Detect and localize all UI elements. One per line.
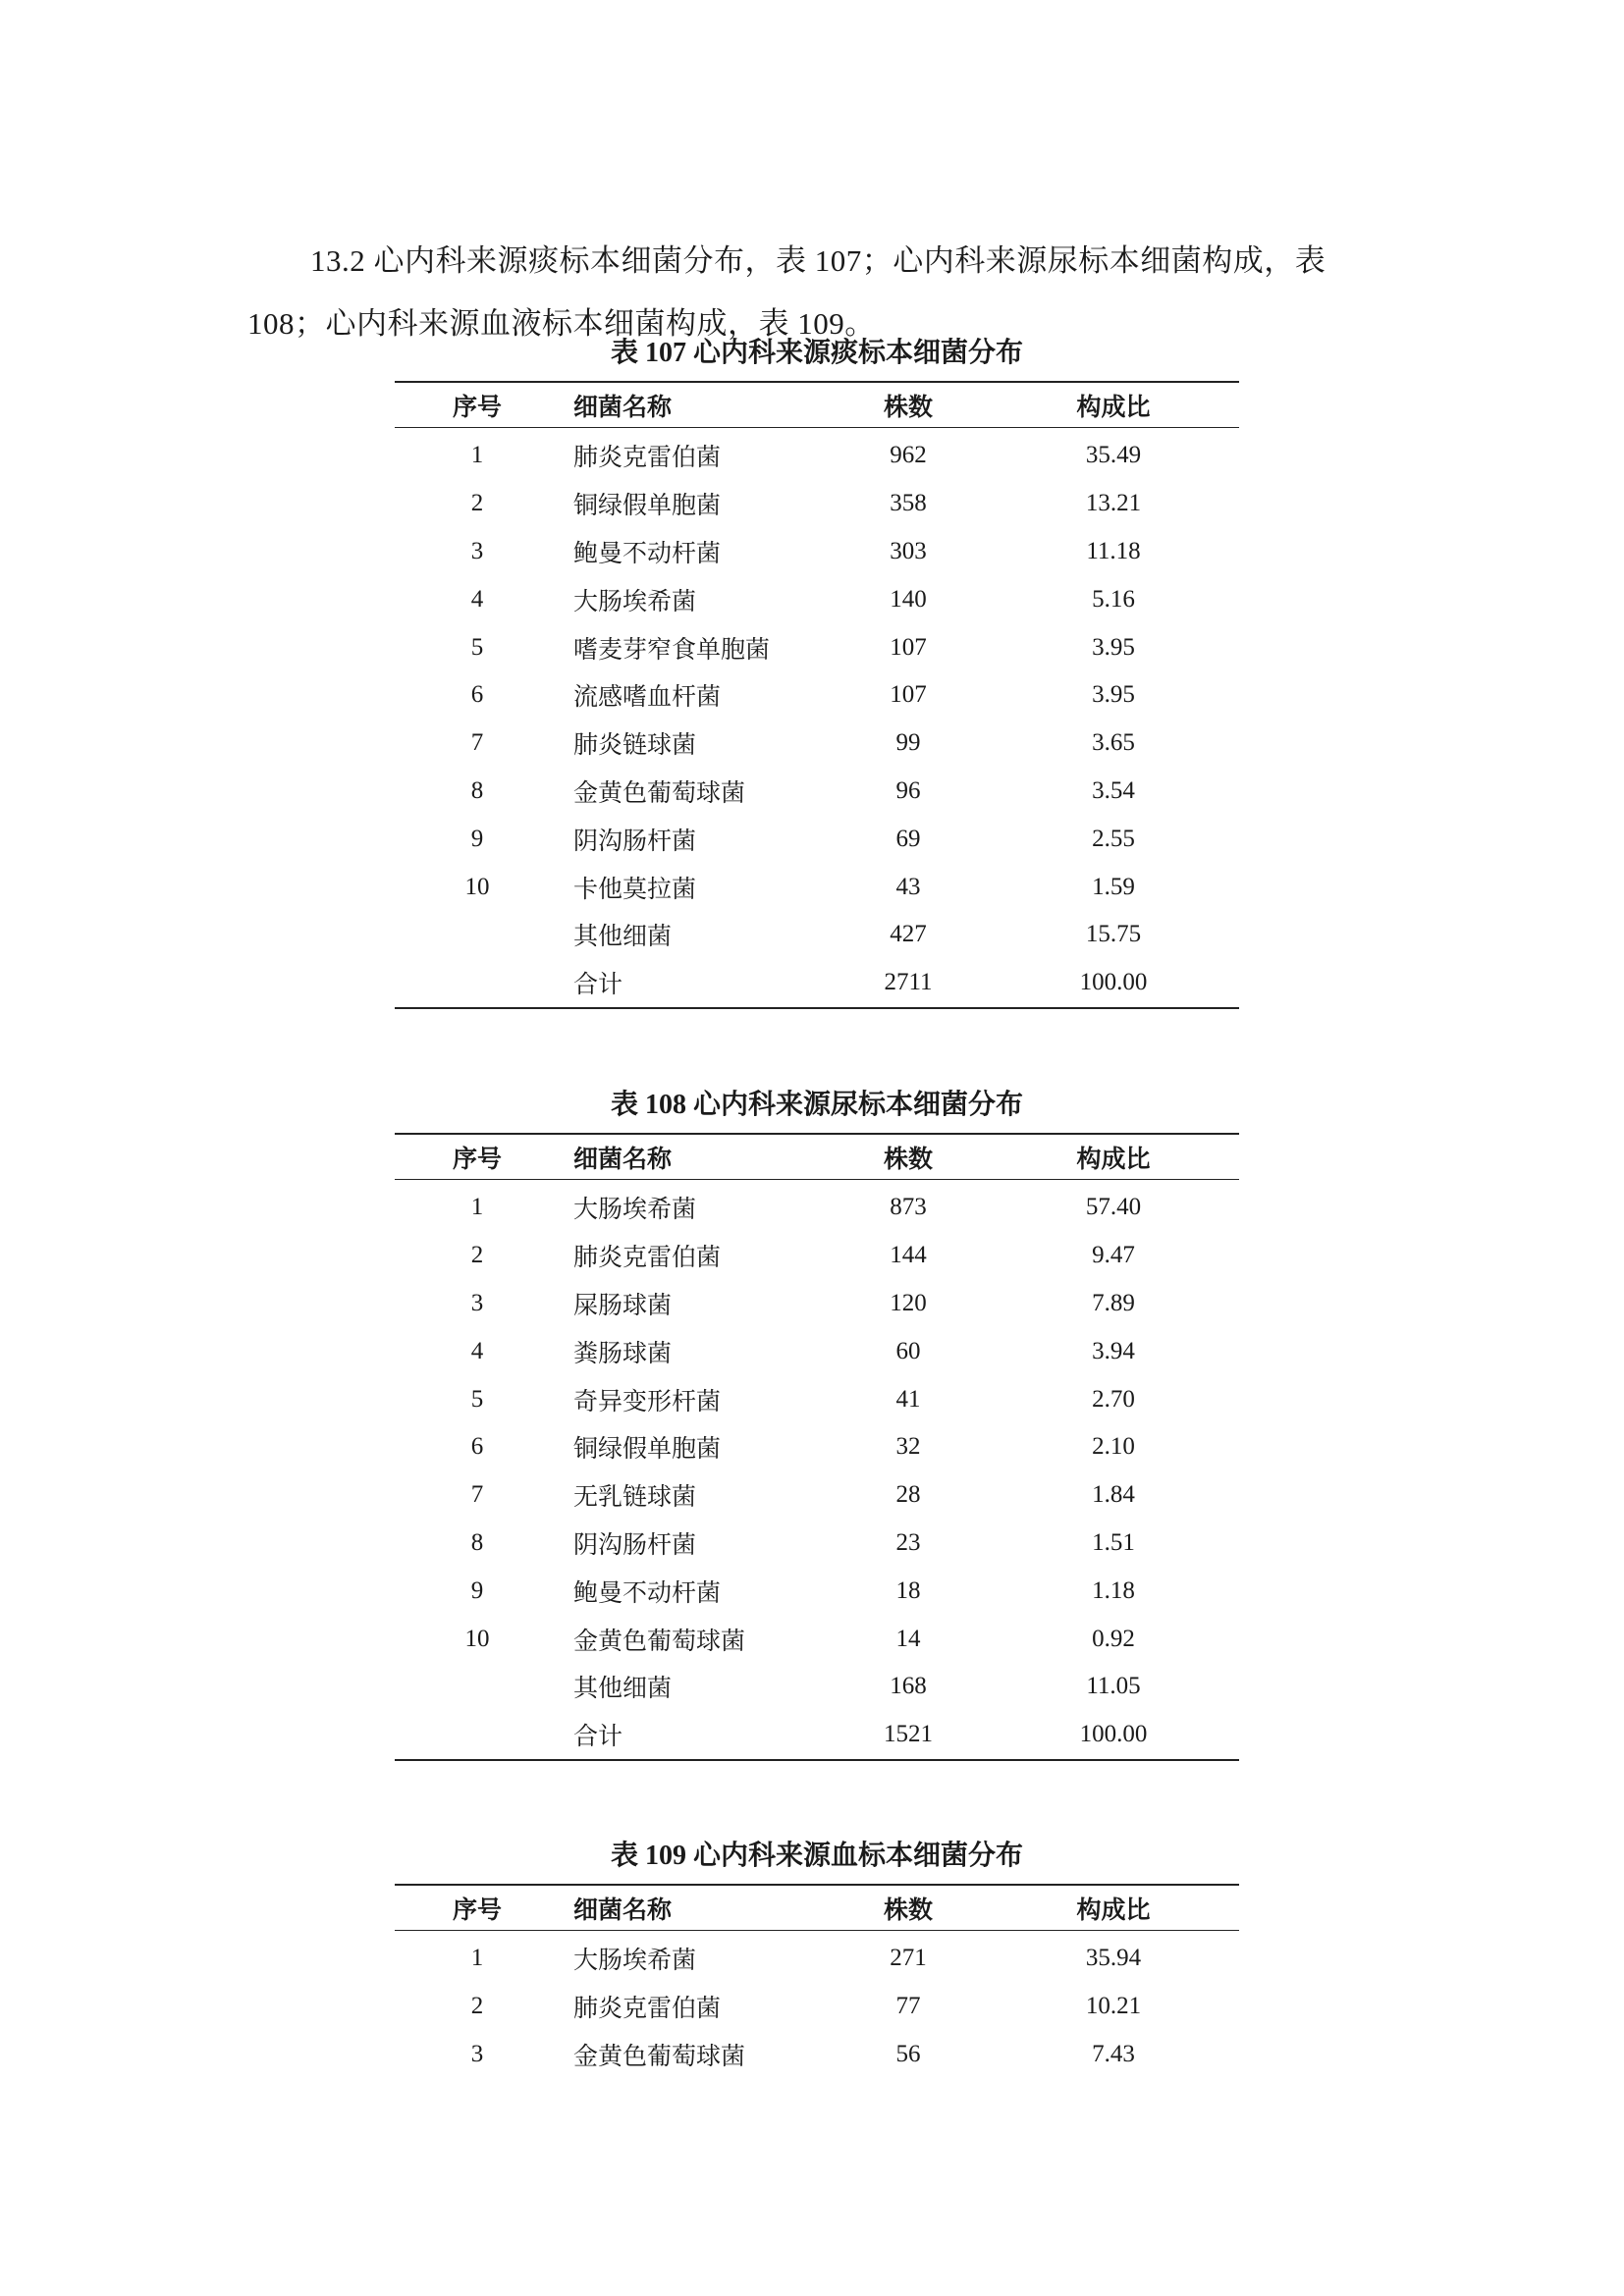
row-name: 合计	[560, 959, 829, 1008]
header-ratio: 构成比	[1076, 394, 1151, 421]
table-row	[395, 1983, 1239, 2031]
row-ratio: 15.75	[1085, 921, 1142, 948]
row-name: 肺炎链球菌	[573, 732, 697, 760]
table-row	[395, 911, 1239, 959]
table-header-row	[395, 1134, 1239, 1180]
row-name: 卡他莫拉菌	[573, 876, 697, 903]
row-no	[395, 1663, 560, 1711]
row-name: 屎肠球菌	[573, 1292, 673, 1319]
row-no: 2	[470, 490, 484, 517]
row-ratio: 5.16	[1092, 585, 1135, 613]
row-no	[395, 1711, 560, 1760]
row-count: 1521	[829, 1711, 988, 1760]
header-ratio: 构成比	[1076, 1146, 1151, 1173]
table-row	[395, 671, 1239, 720]
header-ratio: 构成比	[1076, 1896, 1151, 1924]
row-ratio: 2.10	[1092, 1433, 1135, 1461]
table-row	[395, 1931, 1239, 1983]
row-count: 28	[895, 1481, 921, 1509]
row-name: 肺炎克雷伯菌	[573, 1996, 722, 2023]
row-count: 23	[895, 1528, 921, 1556]
row-name: 其他细菌	[573, 1676, 673, 1703]
row-count: 77	[895, 1993, 921, 2020]
header-no: 序号	[452, 394, 502, 421]
table-row	[395, 720, 1239, 768]
table-row	[395, 1327, 1239, 1375]
row-count: 144	[890, 1242, 927, 1269]
table-row	[395, 1471, 1239, 1520]
table-header-row	[395, 1885, 1239, 1931]
row-no: 9	[470, 825, 484, 852]
row-name: 铜绿假单胞菌	[573, 1436, 722, 1464]
table-107-block	[395, 334, 1239, 1009]
row-ratio: 3.54	[1092, 776, 1135, 804]
row-no	[395, 959, 560, 1008]
row-name: 粪肠球菌	[573, 1340, 673, 1367]
row-name: 流感嗜血杆菌	[573, 684, 722, 712]
row-count: 69	[895, 825, 921, 852]
table-header-row	[395, 382, 1239, 428]
row-name: 金黄色葡萄球菌	[573, 1628, 746, 1655]
row-no: 4	[470, 1337, 484, 1364]
header-count: 株数	[883, 394, 933, 421]
row-ratio: 0.92	[1092, 1625, 1135, 1652]
table-row	[395, 863, 1239, 911]
row-count: 2711	[829, 959, 988, 1008]
table-row	[395, 1423, 1239, 1471]
row-ratio: 3.95	[1092, 681, 1135, 709]
row-count: 140	[890, 585, 927, 613]
table-row	[395, 528, 1239, 576]
table-107	[395, 381, 1239, 1009]
row-count: 120	[890, 1289, 927, 1316]
table-109-block	[395, 1837, 1239, 2078]
table-row	[395, 428, 1239, 480]
row-no: 2	[470, 1993, 484, 2020]
header-name: 细菌名称	[573, 394, 673, 421]
row-ratio: 57.40	[1085, 1194, 1142, 1221]
table-row	[395, 575, 1239, 623]
header-name: 细菌名称	[573, 1896, 673, 1924]
row-ratio: 100.00	[988, 1711, 1239, 1760]
row-ratio: 1.59	[1092, 873, 1135, 900]
row-name: 嗜麦芽窄食单胞菌	[573, 636, 771, 664]
table-row	[395, 1280, 1239, 1328]
row-no: 3	[470, 537, 484, 564]
row-no: 3	[470, 1289, 484, 1316]
row-count: 107	[890, 633, 927, 661]
row-name: 大肠埃希菌	[573, 1948, 697, 1975]
row-ratio: 1.18	[1092, 1576, 1135, 1604]
row-no: 10	[464, 1625, 490, 1652]
table-row	[395, 1711, 1239, 1760]
table-row	[395, 1232, 1239, 1280]
row-no: 1	[470, 442, 484, 469]
row-ratio: 2.55	[1092, 825, 1135, 852]
row-no: 6	[470, 1433, 484, 1461]
intro-paragraph: 13.2 心内科来源痰标本细菌分布，表 107；心内科来源尿标本细菌构成，表 108；心内科来源血液标本细菌构成，表 109。	[247, 243, 1326, 341]
row-no: 5	[470, 1385, 484, 1413]
table-row	[395, 959, 1239, 1008]
header-count: 株数	[883, 1896, 933, 1924]
table-109	[395, 1884, 1239, 2078]
table-row	[395, 1663, 1239, 1711]
row-name: 大肠埃希菌	[573, 1197, 697, 1224]
row-name: 肺炎克雷伯菌	[573, 445, 722, 472]
row-ratio: 3.95	[1092, 633, 1135, 661]
table-row	[395, 480, 1239, 528]
header-count: 株数	[883, 1146, 933, 1173]
header-name: 细菌名称	[573, 1146, 673, 1173]
table-109-title: 表 109 心内科来源血标本细菌分布	[610, 1841, 1023, 1871]
row-ratio: 2.70	[1092, 1385, 1135, 1413]
table-108-block	[395, 1086, 1239, 1761]
row-name: 无乳链球菌	[573, 1484, 697, 1512]
row-ratio: 7.43	[1092, 2040, 1135, 2067]
table-row	[395, 1615, 1239, 1663]
row-count: 427	[890, 921, 927, 948]
table-row	[395, 1567, 1239, 1615]
row-no: 2	[470, 1242, 484, 1269]
row-count: 962	[890, 442, 927, 469]
table-row	[395, 1180, 1239, 1232]
row-count: 56	[895, 2040, 921, 2067]
row-no: 8	[470, 776, 484, 804]
row-no: 3	[470, 2040, 484, 2067]
row-name: 阴沟肠杆菌	[573, 828, 697, 855]
row-ratio: 11.05	[1086, 1673, 1141, 1700]
row-no: 5	[470, 633, 484, 661]
row-name: 铜绿假单胞菌	[573, 493, 722, 520]
row-no: 10	[464, 873, 490, 900]
row-count: 60	[895, 1337, 921, 1364]
row-ratio: 1.51	[1092, 1528, 1135, 1556]
table-row	[395, 2031, 1239, 2079]
row-count: 99	[895, 729, 921, 757]
row-ratio: 1.84	[1092, 1481, 1135, 1509]
row-count: 41	[895, 1385, 921, 1413]
table-row	[395, 768, 1239, 816]
table-108-title: 表 108 心内科来源尿标本细菌分布	[610, 1090, 1023, 1120]
row-ratio: 9.47	[1092, 1242, 1135, 1269]
row-no: 4	[470, 585, 484, 613]
table-108	[395, 1133, 1239, 1761]
row-name: 大肠埃希菌	[573, 588, 697, 615]
table-row	[395, 1375, 1239, 1423]
row-count: 358	[890, 490, 927, 517]
row-no: 9	[470, 1576, 484, 1604]
row-ratio: 3.94	[1092, 1337, 1135, 1364]
row-count: 43	[895, 873, 921, 900]
row-ratio: 35.49	[1085, 442, 1142, 469]
header-no: 序号	[452, 1146, 502, 1173]
row-count: 303	[890, 537, 927, 564]
row-count: 107	[890, 681, 927, 709]
row-ratio: 35.94	[1085, 1945, 1142, 1972]
table-row	[395, 623, 1239, 671]
row-no	[395, 911, 560, 959]
row-no: 7	[470, 1481, 484, 1509]
table-row	[395, 1520, 1239, 1568]
row-no: 1	[470, 1945, 484, 1972]
row-count: 271	[890, 1945, 927, 1972]
row-no: 8	[470, 1528, 484, 1556]
row-no: 6	[470, 681, 484, 709]
row-name: 其他细菌	[573, 924, 673, 951]
row-ratio: 100.00	[988, 959, 1239, 1008]
row-ratio: 11.18	[1086, 537, 1141, 564]
row-ratio: 13.21	[1085, 490, 1142, 517]
row-ratio: 3.65	[1092, 729, 1135, 757]
row-name: 肺炎克雷伯菌	[573, 1245, 722, 1272]
row-count: 96	[895, 776, 921, 804]
row-ratio: 10.21	[1085, 1993, 1142, 2020]
row-no: 7	[470, 729, 484, 757]
row-count: 873	[890, 1194, 927, 1221]
table-row	[395, 815, 1239, 863]
row-name: 奇异变形杆菌	[573, 1388, 722, 1415]
row-count: 168	[890, 1673, 927, 1700]
row-name: 合计	[560, 1711, 829, 1760]
row-count: 18	[895, 1576, 921, 1604]
row-no: 1	[470, 1194, 484, 1221]
row-name: 阴沟肠杆菌	[573, 1531, 697, 1559]
row-count: 14	[895, 1625, 921, 1652]
row-name: 鲍曼不动杆菌	[573, 540, 722, 567]
row-count: 32	[895, 1433, 921, 1461]
table-107-title: 表 107 心内科来源痰标本细菌分布	[610, 338, 1023, 368]
row-ratio: 7.89	[1092, 1289, 1135, 1316]
row-name: 金黄色葡萄球菌	[573, 779, 746, 807]
row-name: 金黄色葡萄球菌	[573, 2043, 746, 2070]
row-name: 鲍曼不动杆菌	[573, 1579, 722, 1607]
header-no: 序号	[452, 1896, 502, 1924]
